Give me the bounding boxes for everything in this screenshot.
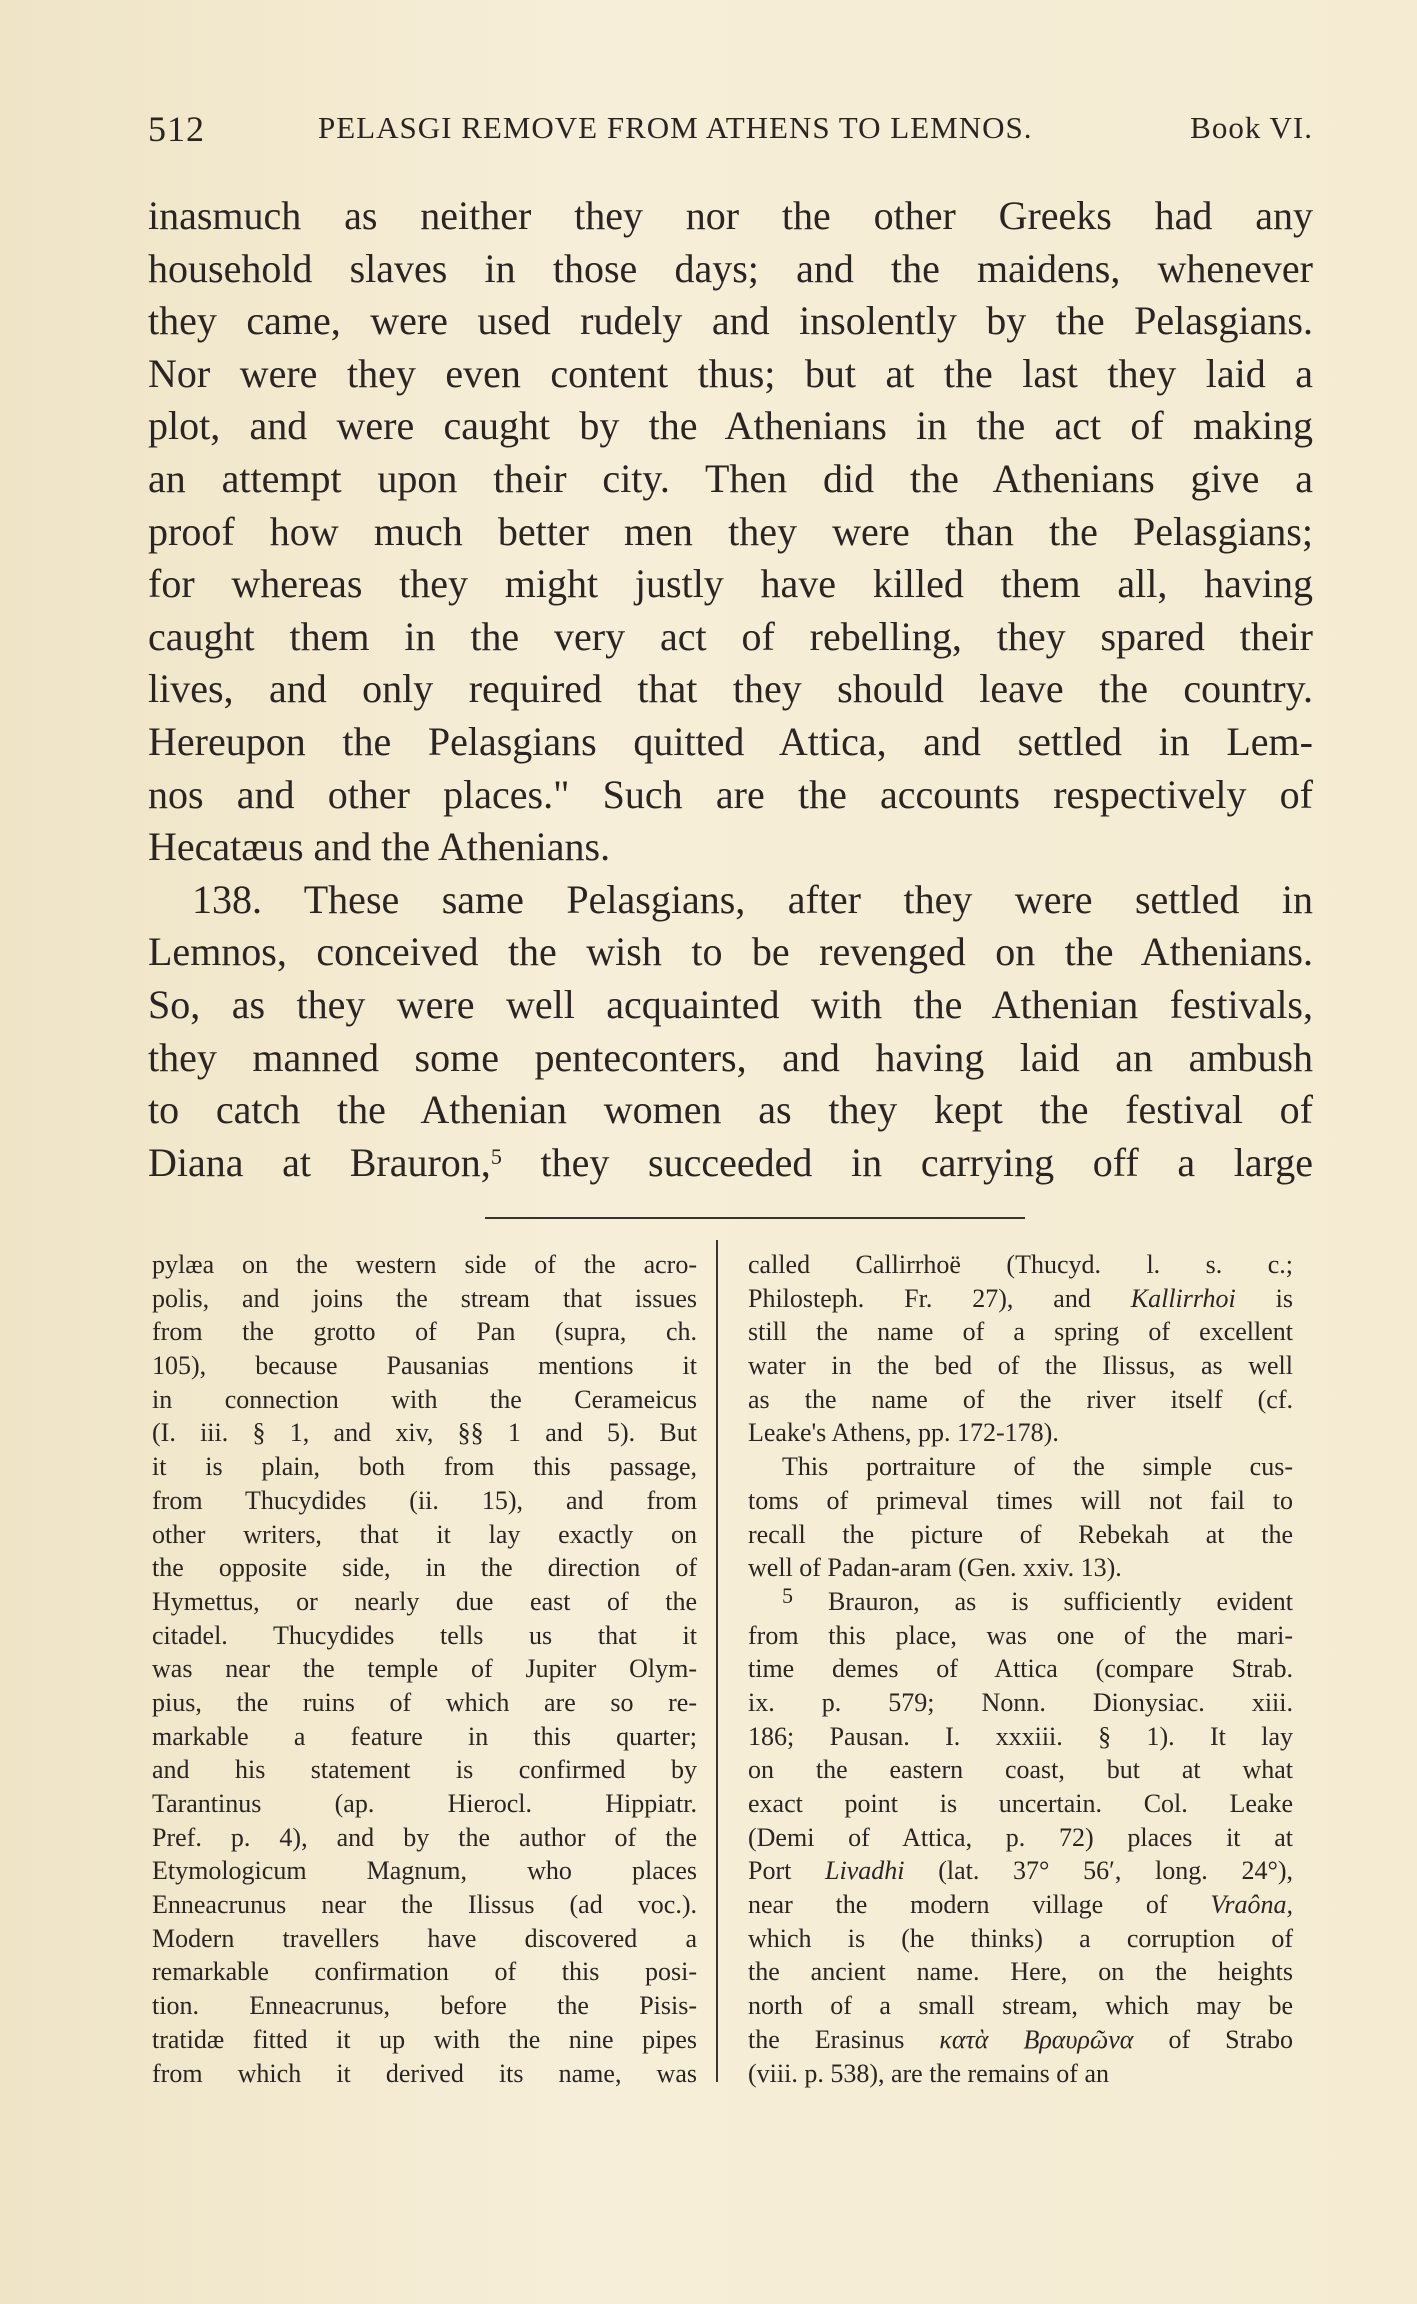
main-line: Lemnos, conceived the wish to be revenged on the Athenians. (148, 929, 1313, 975)
footnote-segment: of Strabo (1133, 2024, 1293, 2054)
footnote-line: on the eastern coast, but at what (748, 1755, 1293, 1785)
footnote-line: (viii. p. 538), are the remains of an (748, 2058, 1109, 2088)
footnote-line: in connection with the Cerameicus (152, 1384, 697, 1414)
footnote-line: water in the bed of the Ilissus, as well (748, 1351, 1293, 1381)
footnote-line: exact point is uncertain. Col. Leake (748, 1789, 1293, 1818)
footnote-line: Tarantinus (ap. Hierocl. Hippiatr. (152, 1789, 697, 1818)
footnote-line: citadel. Thucydides tells us that it (152, 1620, 697, 1650)
footnote-line: tion. Enneacrunus, before the Pisis- (152, 1991, 697, 2021)
page-number: 512 (148, 109, 205, 149)
footnote-line: This portraiture of the simple cus- (782, 1452, 1293, 1482)
main-line: they came, were used rudely and insolently by the Pelasgians. (148, 298, 1313, 344)
footnote-segment: (lat. 37° 56′, long. 24°), (904, 1856, 1293, 1886)
footnote-line: north of a small stream, which may be (748, 1991, 1293, 2021)
main-line-last (148, 1137, 1313, 1190)
main-line: to catch the Athenian women as they kept the festival of (148, 1087, 1313, 1133)
main-line: plot, and were caught by the Athenians in the act of making (148, 403, 1313, 449)
footnote-line: Modern travellers have discovered a (152, 1923, 697, 1953)
footnote-line: Pref. p. 4), and by the author of the (152, 1822, 697, 1852)
footnote-greek: κατὰ Βραυρῶνα (939, 2024, 1134, 2054)
main-text (148, 190, 1313, 1189)
footnote-line: from this place, was one of the mari- (748, 1620, 1293, 1650)
footnote-line: remarkable confirmation of this posi- (152, 1957, 697, 1987)
footnote-segment: the Erasinus (748, 2024, 940, 2054)
footnote-line: Leake's Athens, pp. 172-178). (748, 1418, 1059, 1448)
main-text-segment: they succeeded in carrying off a large (501, 1139, 1314, 1185)
footnote-line (748, 1582, 1293, 1619)
footnote-line: as the name of the river itself (cf. (748, 1384, 1293, 1414)
main-line: caught them in the very act of rebelling, they spared their (148, 613, 1313, 659)
footnote-line: 186; Pausan. I. xxxiii. § 1). It lay (748, 1721, 1293, 1751)
footnote-segment: Port (748, 1856, 826, 1886)
main-line: they manned some penteconters, and having laid an ambush (148, 1034, 1313, 1080)
main-line: lives, and only required that they should leave the country. (148, 666, 1313, 712)
footnote-line: the ancient name. Here, on the heights (748, 1957, 1293, 1987)
footnote-line: it is plain, both from this passage, (152, 1452, 697, 1482)
footnote-line: the opposite side, in the direction of (152, 1553, 697, 1583)
footnote-italic: Livadhi (825, 1856, 905, 1886)
main-line: nos and other places." Such are the accounts respectively of (148, 771, 1313, 817)
main-line: 138. These same Pelasgians, after they were settled in (192, 876, 1313, 922)
footnote-italic: Kallirrhoi (1130, 1283, 1236, 1313)
footnote-line: recall the picture of Rebekah at the (748, 1519, 1293, 1549)
footnotes-right-column (748, 1248, 1293, 2090)
footnote-line: markable a feature in this quarter; (152, 1721, 697, 1751)
main-line: Nor were they even content thus; but at the last they laid a (148, 350, 1313, 396)
footnotes-left-column (152, 1248, 697, 2090)
main-line: So, as they were well acquainted with the Athenian festivals, (148, 981, 1313, 1027)
main-line: Hereupon the Pelasgians quitted Attica, and settled in Lem- (148, 718, 1313, 764)
footnote-line: other writers, that it lay exactly on (152, 1519, 697, 1549)
footnote-line: from Thucydides (ii. 15), and from (152, 1485, 697, 1515)
footnote-segment: Philosteph. Fr. 27), and (748, 1283, 1131, 1313)
book-label: Book VI. (1190, 110, 1313, 145)
footnote-segment: Brauron, as is sufficiently evident (793, 1586, 1293, 1616)
footnote-divider (485, 1217, 1025, 1219)
footnote-segment: near the modern village of (748, 1890, 1211, 1920)
footnote-line (748, 1854, 1293, 1888)
footnote-line (748, 1282, 1293, 1316)
main-line: inasmuch as neither they nor the other Greeks had any (148, 193, 1313, 238)
running-title: PELASGI REMOVE FROM ATHENS TO LEMNOS. (318, 110, 1033, 145)
footnote-line: (Demi of Attica, p. 72) places it at (748, 1822, 1293, 1852)
footnote-line: toms of primeval times will not fail to (748, 1485, 1293, 1515)
footnote-line: ix. p. 579; Nonn. Dionysiac. xiii. (748, 1687, 1293, 1717)
footnote-line: from which it derived its name, was (152, 2058, 697, 2088)
footnote-ref-5: 5 (490, 1143, 502, 1169)
footnote-line: time demes of Attica (compare Strab. (748, 1654, 1293, 1684)
footnote-line: tratidæ fitted it up with the nine pipes (152, 2024, 697, 2054)
main-text-segment: Diana at Brauron, (148, 1139, 491, 1185)
running-header (148, 108, 1313, 158)
footnote-line: still the name of a spring of excellent (748, 1317, 1293, 1347)
main-line: for whereas they might justly have killed them all, having (148, 561, 1313, 607)
footnote-line (748, 1888, 1293, 1922)
footnote-italic: Vraôna, (1210, 1890, 1293, 1920)
footnote-line: pius, the ruins of which are so re- (152, 1687, 697, 1717)
footnote-line: Etymologicum Magnum, who places (152, 1856, 697, 1886)
footnote-line: from the grotto of Pan (supra, ch. (152, 1317, 697, 1347)
footnote-line: was near the temple of Jupiter Olym- (152, 1654, 697, 1684)
main-line: an attempt upon their city. Then did the Athenians give a (148, 455, 1313, 501)
footnote-line: Enneacrunus near the Ilissus (ad voc.). (152, 1890, 697, 1920)
main-line: household slaves in those days; and the maidens, whenever (148, 245, 1313, 291)
main-line: proof how much better men they were than the Pelasgians; (148, 508, 1313, 554)
footnote-line: 105), because Pausanias mentions it (152, 1351, 697, 1381)
footnote-line: which is (he thinks) a corruption of (748, 1923, 1293, 1953)
footnote-line: and his statement is confirmed by (152, 1755, 697, 1785)
footnote-line: pylæa on the western side of the acro- (152, 1250, 697, 1279)
footnote-line: polis, and joins the stream that issues (152, 1283, 697, 1313)
footnote-line: well of Padan-aram (Gen. xxiv. 13). (748, 1553, 1122, 1583)
main-line: Hecatæus and the Athenians. (148, 824, 611, 870)
column-divider (716, 1240, 718, 2082)
footnote-line (748, 2023, 1293, 2057)
footnote-segment: is (1235, 1283, 1294, 1313)
footnote-line: called Callirrhoë (Thucyd. l. s. c.; (748, 1250, 1293, 1279)
footnote-marker-5: 5 (782, 1582, 793, 1608)
footnote-line: (I. iii. § 1, and xiv, §§ 1 and 5). But (152, 1418, 697, 1448)
footnote-line: Hymettus, or nearly due east of the (152, 1586, 697, 1616)
